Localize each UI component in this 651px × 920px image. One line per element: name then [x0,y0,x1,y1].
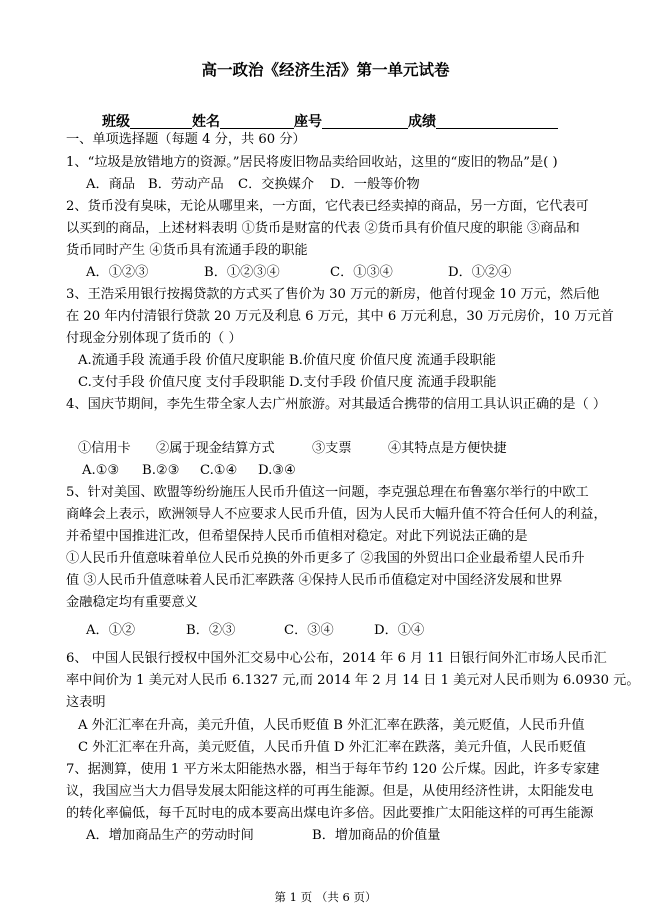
q5-options [86,622,424,640]
q5-option-a[interactable]: A．①② [86,623,136,638]
q5-line: 金融稳定均有重要意义 [66,595,198,610]
q3-options-cd[interactable]: C.支付手段 价值尺度 支付手段职能 D.支付手段 价值尺度 流通手段职能 [78,375,497,390]
q5-line: 值 ③人民币升值意味着人民币汇率跌落 ④保持人民币币值稳定对中国经济发展和世界 [66,573,563,588]
q4-item: ③支票 [312,441,352,456]
q3-options-ab[interactable]: A.流通手段 流通手段 价值尺度职能 B.价值尺度 价值尺度 流通手段职能 [78,353,496,368]
q5-option-b[interactable]: B．②③ [186,623,236,638]
q7-line: 的转化率偏低，每千瓦时电的成本要高出煤电许多倍。因此要推广太阳能这样的可再生能源 [66,806,594,821]
q2-option-a[interactable]: A．①②③ [86,265,149,280]
name-blank[interactable] [220,114,294,129]
q4-stem: 4、国庆节期间，李先生带全家人去广州旅游。对其最适合携带的信用工具认识正确的是（ ） [66,397,607,412]
q5-line: 5、针对美国、欧盟等纷纷施压人民币升值这一问题，李克强总理在布鲁塞尔举行的中欧工 [66,485,589,500]
q2-option-d[interactable]: D．①②④ [448,265,512,280]
q4-option-b[interactable]: B.②③ [142,463,180,478]
q7-line: 议，我国应当大力倡导发展太阳能这样的可再生能源。但是，从使用经济性讲，太阳能发电 [66,784,594,799]
q7-option-a[interactable]: A．增加商品生产的劳动时间 [86,828,254,843]
q4-option-c[interactable]: C.①④ [200,463,238,478]
q2-option-c[interactable]: C．①③④ [330,265,393,280]
q1-option-d[interactable]: D．一般等价物 [330,177,420,192]
q4-items [78,440,507,458]
q7-options [86,827,440,845]
q3-line: 付现金分别体现了货币的（ ） [66,331,242,346]
q6-options-ab[interactable]: A 外汇汇率在升高，美元升值，人民币贬值 B 外汇汇率在跌落，美元贬值，人民币升值 [78,718,585,733]
q2-options [86,264,511,282]
q1-options [86,176,420,194]
q6-line: 6、 中国人民银行授权中国外汇交易中心公布，2014 年 6 月 11 日银行间外汇市场人民币汇 [66,651,607,666]
section-heading: 一、单项选择题（每题 4 分，共 60 分） [66,132,306,147]
score-blank[interactable] [436,114,558,129]
q5-line: 并希望中国推进汇改，但希望保持人民币币值相对稳定。对此下列说法正确的是 [66,529,528,544]
q1-option-a[interactable]: A．商品 [86,177,136,192]
q1-option-b[interactable]: B．劳动产品 [148,177,224,192]
q4-item: ①信用卡 [78,441,131,456]
q2-line: 货币同时产生 ④货币具有流通手段的职能 [66,243,308,258]
q6-line: 率中间价为 1 美元对人民币 6.1327 元,而 2014 年 2 月 14 日 1 美元对人民币则为 6.0930 元。 [66,673,640,688]
q5-option-c[interactable]: C．③④ [284,623,334,638]
student-info-row [102,111,558,131]
page-footer: 第 1 页 （共 6 页） [274,890,377,904]
seat-blank[interactable] [322,114,408,129]
q6-line: 这表明 [66,695,106,710]
q3-line: 3、王浩采用银行按揭贷款的方式买了售价为 30 万元的新房，他首付现金 10 万元，然后他 [66,287,600,302]
q4-option-d[interactable]: D.③④ [258,463,296,478]
q4-item: ④其特点是方便快捷 [388,441,507,456]
q5-option-d[interactable]: D．①④ [374,623,425,638]
q7-option-b[interactable]: B．增加商品的价值量 [312,828,441,843]
q2-option-b[interactable]: B．①②③④ [204,265,280,280]
name-label: 姓名 [192,114,220,130]
q4-option-a[interactable]: A.①③ [82,463,120,478]
class-label: 班级 [102,114,130,130]
q4-options [82,462,296,480]
q6-options-cd[interactable]: C 外汇汇率在升高，美元贬值，人民币升值 D 外汇汇率在跌落，美元升值，人民币贬值 [78,740,586,755]
q2-line: 2、货币没有臭味，无论从哪里来，一方面，它代表已经卖掉的商品，另一方面，它代表可 [66,199,589,214]
exam-title: 高一政治《经济生活》第一单元试卷 [201,61,450,79]
q2-line: 以买到的商品，上述材料表明 ①货币是财富的代表 ②货币具有价值尺度的职能 ③商品和 [66,221,580,236]
q1-option-c[interactable]: C．交换媒介 [238,177,315,192]
q7-line: 7、据测算，使用 1 平方米太阳能热水器，相当于每年节约 120 公斤煤。因此，许多专家建 [66,762,600,777]
class-blank[interactable] [130,114,192,129]
q5-line: 商峰会上表示，欧洲领导人不应要求人民币升值，因为人民币大幅升值不符合任何人的利益， [66,507,607,522]
q1-stem: 1、“垃圾是放错地方的资源。”居民将废旧物品卖给回收站，这里的“废旧的物品”是( ) [66,155,558,170]
score-label: 成绩 [408,114,436,130]
q5-line: ①人民币升值意味着单位人民币兑换的外币更多了 ②我国的外贸出口企业最希望人民币升 [66,551,585,566]
q3-line: 在 20 年内付清银行贷款 20 万元及利息 6 万元，其中 6 万元利息，30 万元房价，10 万元首 [66,309,614,324]
seat-label: 座号 [294,114,322,130]
q4-item: ②属于现金结算方式 [156,441,275,456]
